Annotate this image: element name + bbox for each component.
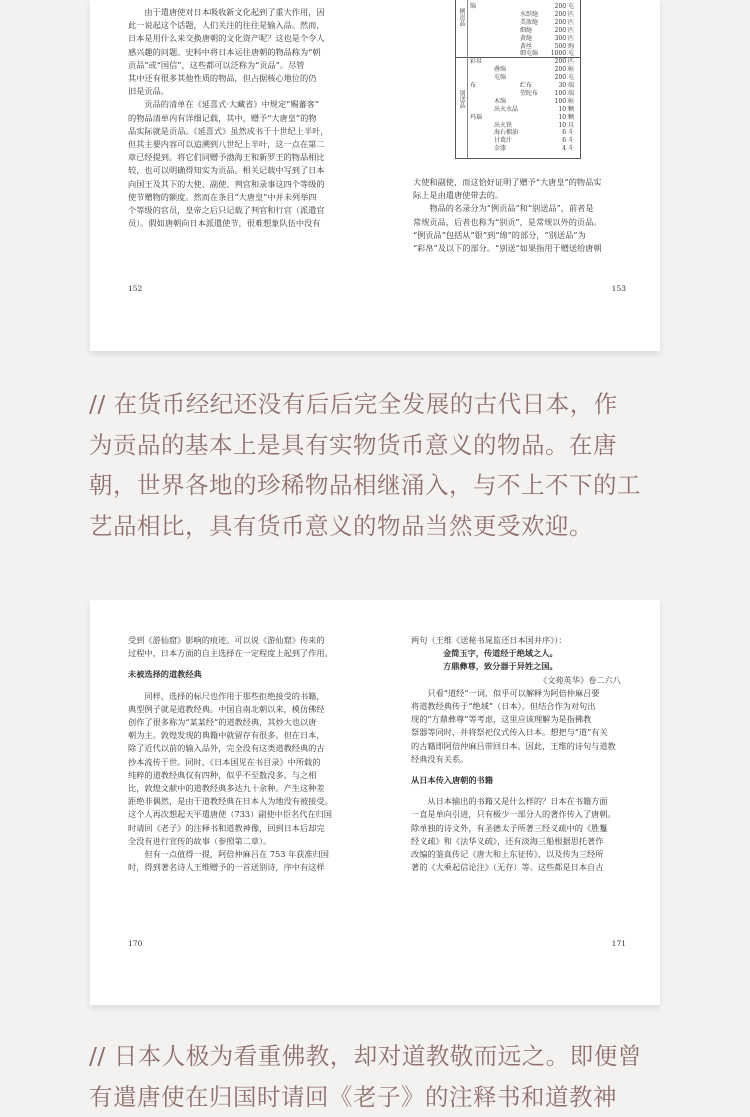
text-line: 两句（王维《送秘书晁监还日本国并序》）： (411, 634, 639, 647)
text-line: “例贡品”包括从“银”到“绵”的部分，“别送品”为 (413, 229, 639, 242)
text-line: “彩帛”及以下的部分。“别送”如果指用于赠送给唐朝 (413, 242, 639, 255)
poem-line: 方鼎彝尊，致分器于异姓之国。 (411, 660, 639, 673)
poem-source: 《文苑英华》卷二六八 (411, 674, 639, 687)
text-line: 由于遣唐使对日本吸收新文化起到了重大作用，因 (128, 6, 350, 19)
text-line: 距绝非偶然，是由于道教经典在日本人为地没有被接受。 (128, 795, 350, 808)
table-row (456, 43, 580, 50)
text-line: 纯粹的道教经典仅有四种，似乎不至数没多。与之相 (128, 769, 350, 782)
table-cell: 100 帖 (555, 98, 574, 105)
table-cell: 木绵 (494, 98, 506, 105)
table-divider (467, 0, 468, 158)
section-heading: 未被选择的道教经典 (128, 668, 350, 681)
table-cell: 500 绚 (555, 43, 574, 50)
text-line: 除单独的诗文外，有圣德太子所著三经义疏中的《胜鬘 (411, 822, 639, 835)
table-cell: 海石榴油 (494, 129, 518, 136)
page-170-text (128, 634, 350, 874)
table-cell: 200 屯 (555, 74, 574, 81)
page-number: 170 (128, 939, 142, 948)
text-line: 经义疏》和《法华义疏》，还有淡海三船根据思托著作 (411, 835, 639, 848)
caption-line: // 日本人极为看重佛教，却对道教敬而远之。即便曾 (89, 1036, 669, 1077)
caption-line: 艺品相比，具有货币意义的物品当然更受欢迎。 (89, 506, 669, 547)
section-heading: 从日本传入唐朝的书籍 (411, 774, 639, 787)
table-cell: 200 匹 (555, 58, 574, 65)
text-line: 感兴趣的问题。史料中将日本运往唐朝的物品称为“朝 (128, 46, 350, 59)
table-cell: 细絁 (520, 27, 532, 34)
text-line: 从日本输出的书籍又是什么样的？日本在书籍方面 (411, 795, 639, 808)
text-line: 除了近代以前的输入品外，完全没有这类道教经典的古 (128, 742, 350, 755)
text-line: 大使和副使，而这恰好证明了赠予“大唐皇”的物品实 (413, 176, 639, 189)
text-line: 一直是单向引进，只有极少一部分人的著作传入了唐朝。 (411, 808, 639, 821)
text-line: 同样，选择的标尺也作用于那些拒绝接受的书籍， (128, 690, 350, 703)
page-153-text (413, 176, 639, 255)
table-group-label: 例贡品 (457, 8, 465, 26)
table-row (456, 35, 580, 42)
text-line: 常规贡品，后者也称为“别贡”，是常规以外的贡品。 (413, 216, 639, 229)
page-152-text (128, 6, 350, 230)
text-line: 改编的鉴真传记《唐大和上东征传》，以及传为三经所 (411, 848, 639, 861)
caption-tribute (89, 384, 669, 546)
table-row (456, 98, 580, 105)
tribute-goods-table (455, 0, 581, 159)
text-line: 祭器等同时，并将祭祀仪式传入日本。想把与“道”有关 (411, 726, 639, 739)
table-cell: 彩帛 (470, 58, 482, 65)
text-line: 将道教经典传于“绝域”（日本）。但结合作为对句出 (411, 700, 639, 713)
text-line: 物品的名录分为“例贡品”和“别送品”，前者是 (413, 202, 639, 215)
table-row (456, 106, 580, 113)
table-cell: 布 (470, 82, 476, 89)
text-line: 创作了很多称为“某某经”的道教经典，其炒大也以唐 (128, 716, 350, 729)
table-cell: 6 斗 (562, 129, 574, 136)
text-line: 这个人再次想起天平遣唐使（733）副使中臣名代在归国 (128, 808, 350, 821)
page-number: 153 (612, 284, 626, 293)
page-171 (375, 600, 660, 1005)
text-line: 使节赠物的额度。然而在条目“大唐皇”中并未列举四 (128, 191, 350, 204)
table-cell: 望陀布 (520, 90, 538, 97)
text-line: 只看“道经”一词，似乎可以解释为阿倍仲麻吕要 (411, 687, 639, 700)
table-cell: 100 端 (555, 90, 574, 97)
table-row (456, 27, 580, 34)
table-row (456, 114, 580, 121)
table-cell: 叠绵 (494, 66, 506, 73)
table-row (456, 90, 580, 97)
caption-taoism (89, 1036, 669, 1117)
text-line: 但有一点值得一提，阿倍仲麻吕在 753 年获准归国 (128, 848, 350, 861)
text-line: 时，得到著名诗人王维赠予的一首送别诗，序中有这样 (128, 861, 350, 874)
text-line: 著的《大乘起信论注》（无存）等。这些都是日本自古 (411, 861, 639, 874)
table-cell: 4 斗 (562, 145, 574, 152)
text-line: 的物品清单内有详细记载，其中，赠予“大唐皇”的物 (128, 112, 350, 125)
page-152 (90, 0, 375, 351)
table-row (456, 66, 580, 73)
table-cell: 200 帖 (555, 66, 574, 73)
table-cell: 300 匹 (555, 35, 574, 42)
text-line: 贡品”或“国信”，这些都可以泛称为“贡品”。尽管 (128, 59, 350, 72)
text-line: 过程中，日本方面的自主选择在一定程度上起到了作用。 (128, 647, 350, 660)
text-line: 现的“方鼎彝尊”等考虑，这里应该理解为是指佛教 (411, 713, 639, 726)
table-group-label: 别送品 (457, 90, 465, 108)
table-divider (456, 57, 580, 58)
table-cell: 10 颗 (558, 114, 574, 121)
text-line: 际上是由遣唐使带去的。 (413, 189, 639, 202)
table-cell: 纻布 (520, 82, 532, 89)
text-line: 较，也可以明确得知实为贡品。相关记载中写到了日本 (128, 164, 350, 177)
table-row (456, 145, 580, 152)
text-line: 个等级的官员，皇帝之后只记载了判官和行官（派遣官 (128, 204, 350, 217)
table-row (456, 74, 580, 81)
text-line: 受到《游仙窟》影响的痕迹。可以说《游仙窟》传来的 (128, 634, 350, 647)
text-line: 时请回《老子》的注释书和道教神像，回到日本后却完 (128, 822, 350, 835)
caption-line: 朝，世界各地的珍稀物品相继涌入，与不上不下的工 (89, 465, 669, 506)
table-cell: 甘葛汁 (494, 137, 512, 144)
text-line: 经典没有关系。 (411, 753, 639, 766)
text-line: 章已经提到。将它们同赠予渤海王和新罗王的物品相比 (128, 151, 350, 164)
text-line: 典型例子就是道教经典。中国自南北朝以来，模仿佛经 (128, 703, 350, 716)
table-row (456, 19, 580, 26)
text-line: 的古籍即阿倍仲麻吕带回日本。因此，王维的诗句与道教 (411, 740, 639, 753)
table-row (456, 11, 580, 18)
text-line: 全没有进行宣传的故事（参照第二章）。 (128, 835, 350, 848)
table-row (456, 58, 580, 65)
table-cell: 屯绵 (494, 74, 506, 81)
text-line: 品实际就是贡品。《延喜式》虽然成书于十世纪上半叶， (128, 125, 350, 138)
text-line: 旧是贡品。 (128, 85, 350, 98)
table-cell: 10 具 (558, 122, 574, 129)
table-row (456, 129, 580, 136)
table-cell: 美浓絁 (520, 19, 538, 26)
table-cell: 绵 (470, 3, 476, 10)
book-spread-bottom (90, 600, 660, 1005)
table-cell: 200 匹 (555, 19, 574, 26)
table-cell: 1000 屯 (551, 50, 574, 57)
table-cell: 金漆 (494, 145, 506, 152)
text-line: 员）。假如唐朝向日本派遣使节，很难想象队伍中没有 (128, 217, 350, 230)
text-line: 抄本流传于世。同时，《日本国见在书目录》中所载的 (128, 756, 350, 769)
table-cell: 10 颗 (558, 106, 574, 113)
table-cell: 200 屯 (555, 3, 574, 10)
text-line: 贡品的清单在《延喜式·大藏省》中规定“赐蕃客” (128, 98, 350, 111)
text-line: 向国王及其下的大使、副使、判官和录事这四个等级的 (128, 178, 350, 191)
caption-line: 有遣唐使在归国时请回《老子》的注释书和道教神 (89, 1077, 669, 1117)
table-row (456, 122, 580, 129)
text-line: 其中还有很多其他性质的物品，但占据核心地位的仍 (128, 72, 350, 85)
caption-line: // 在货币经纪还没有后后完全发展的古代日本，作 (89, 384, 669, 425)
table-cell: 黄絁 (520, 35, 532, 42)
table-cell: 黄丝 (520, 43, 532, 50)
page-171-text (411, 634, 639, 874)
page-number: 171 (612, 939, 626, 948)
table-cell: 200 匹 (555, 27, 574, 34)
table-row (456, 82, 580, 89)
table-cell: 水织絁 (520, 11, 538, 18)
table-cell: 出火铁 (494, 122, 512, 129)
table-cell: 出火水晶 (494, 106, 518, 113)
table-cell: 玛瑙 (470, 114, 482, 121)
poem-line: 金简玉字，传道经于绝域之人。 (411, 647, 639, 660)
page-number: 152 (128, 284, 142, 293)
text-line: 此一说起这个话题，人们关注的往往是输入品。然而， (128, 19, 350, 32)
table-cell: 30 端 (558, 82, 574, 89)
page-170 (90, 600, 375, 1005)
table-cell: 细屯绵 (520, 50, 538, 57)
text-line: 但其主要内容可以追溯到八世纪上半叶，这一点在第二 (128, 138, 350, 151)
text-line: 日本是用什么来交换唐朝的文化资产呢？这也是个令人 (128, 32, 350, 45)
table-cell: 200 匹 (555, 11, 574, 18)
text-line: 比，敦煌文献中的道教经典多达九十余种。产生这种差 (128, 782, 350, 795)
table-cell: 6 斗 (562, 137, 574, 144)
text-line: 朝为主。敦煌发现的典籍中就留存有很多。但在日本， (128, 729, 350, 742)
table-row (456, 3, 580, 10)
table-row (456, 137, 580, 144)
caption-line: 为贡品的基本上是具有实物货币意义的物品。在唐 (89, 425, 669, 466)
